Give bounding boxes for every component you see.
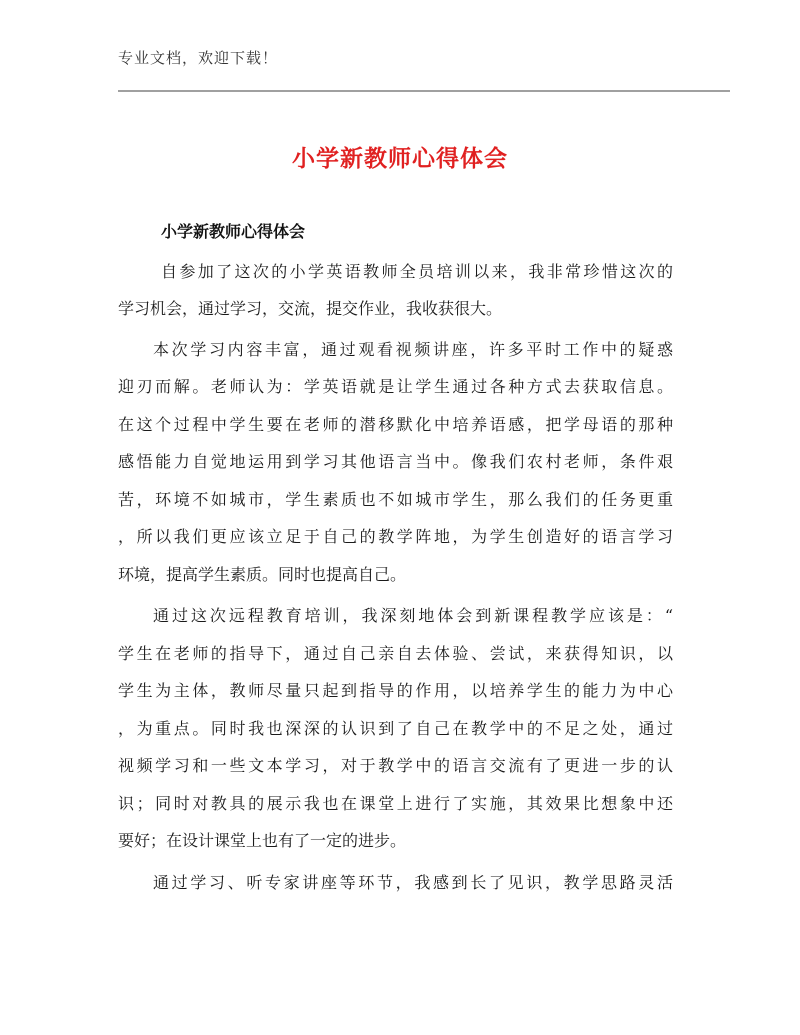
paragraph-line: 通过学习、听专家讲座等环节，我感到长了见识，教学思路灵活 [153, 873, 673, 892]
paragraph-line: 学生为主体，教师尽量只起到指导的作用，以培养学生的能力为中心 [118, 681, 673, 700]
document-title: 小学新教师心得体会 [292, 146, 508, 172]
paragraph-line: 学生在老师的指导下，通过自己亲自去体验、尝试，来获得知识，以 [118, 644, 673, 663]
paragraph-line: 苦，环境不如城市，学生素质也不如城市学生，那么我们的任务更重 [118, 490, 673, 509]
header-divider [118, 90, 730, 92]
paragraph-line: 环境，提高学生素质。同时也提高自己。 [118, 565, 407, 584]
paragraph-line: 学习机会，通过学习，交流，提交作业，我收获很大。 [118, 299, 503, 318]
paragraph-line: 要好；在设计课堂上也有了一定的进步。 [118, 831, 407, 850]
paragraph-line: 识；同时对教具的展示我也在课堂上进行了实施，其效果比想象中还 [118, 794, 673, 813]
paragraph-line: 自参加了这次的小学英语教师全员培训以来，我非常珍惜这次的 [161, 262, 673, 281]
paragraph-line: ，为重点。同时我也深深的认识到了自己在教学中的不足之处，通过 [118, 719, 673, 738]
paragraph-line: 感悟能力自觉地运用到学习其他语言当中。像我们农村老师，条件艰 [118, 452, 673, 471]
page-header-text: 专业文档，欢迎下载！ [118, 49, 279, 67]
paragraph-line: 在这个过程中学生要在老师的潜移默化中培养语感，把学母语的那种 [118, 415, 673, 434]
paragraph-line: 视频学习和一些文本学习，对于教学中的语言交流有了更进一步的认 [118, 756, 673, 775]
document-subtitle: 小学新教师心得体会 [161, 222, 306, 241]
paragraph-line: 本次学习内容丰富，通过观看视频讲座，许多平时工作中的疑惑 [153, 340, 673, 359]
paragraph-line: 通过这次远程教育培训，我深刻地体会到新课程教学应该是：“ [153, 606, 673, 625]
paragraph-line: 迎刃而解。老师认为：学英语就是让学生通过各种方式去获取信息。 [118, 377, 673, 396]
paragraph-line: ，所以我们更应该立足于自己的教学阵地，为学生创造好的语言学习 [118, 527, 673, 546]
